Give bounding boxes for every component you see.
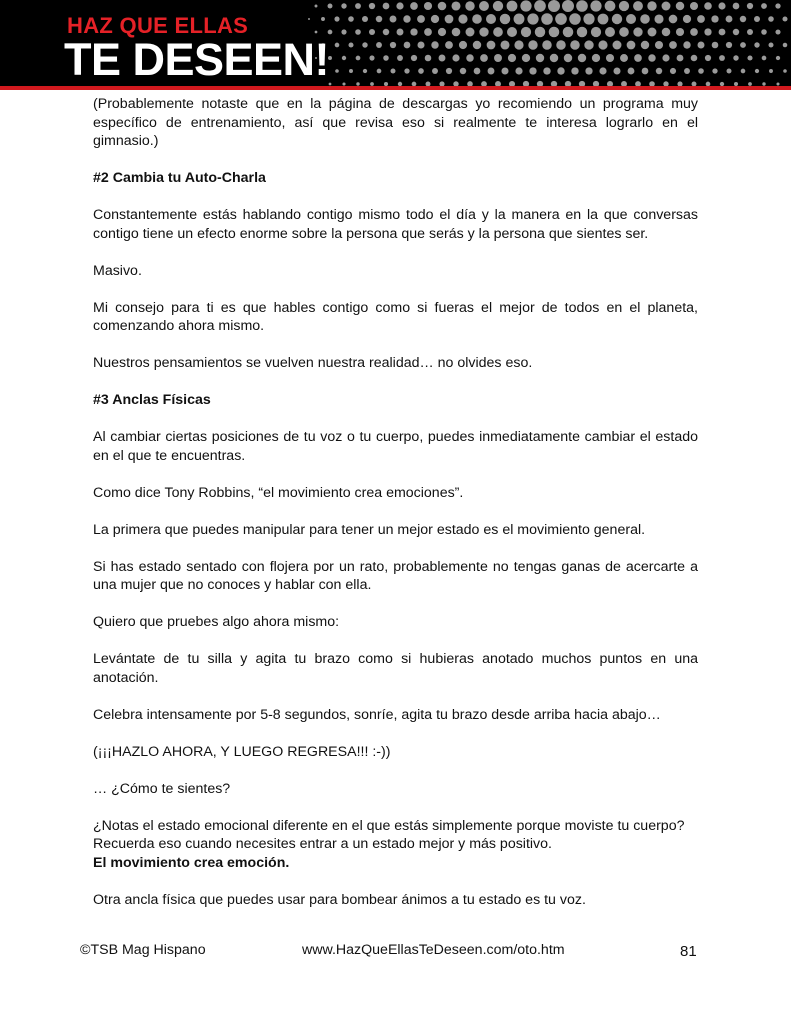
halftone-dot	[747, 55, 752, 60]
halftone-dot	[754, 16, 760, 22]
halftone-dot	[570, 40, 579, 49]
halftone-dot	[598, 40, 607, 49]
halftone-dot	[556, 40, 566, 50]
halftone-dot	[669, 15, 678, 24]
halftone-dot	[747, 3, 753, 9]
halftone-dot	[383, 29, 389, 35]
halftone-dot	[466, 54, 474, 62]
halftone-dot	[376, 16, 383, 23]
paragraph: Si has estado sentado con flojera por un rato, probablemente no tengas ganas de acercarte a una mujer que no conoces y hablar con ella.	[93, 558, 698, 593]
halftone-dot	[718, 2, 725, 9]
halftone-dot	[390, 16, 397, 23]
halftone-dot	[308, 18, 310, 20]
halftone-dot	[612, 14, 622, 24]
halftone-dot	[641, 41, 649, 49]
halftone-dot	[719, 55, 725, 61]
halftone-dot	[564, 54, 572, 62]
halftone-dot	[486, 14, 496, 24]
paragraph: (¡¡¡HAZLO AHORA, Y LUEGO REGRESA!!! :-))	[93, 743, 391, 760]
halftone-dot	[376, 42, 382, 48]
halftone-dot	[755, 69, 759, 73]
halftone-dot	[619, 1, 629, 11]
halftone-dot	[633, 1, 643, 11]
halftone-dot	[740, 42, 746, 48]
paragraph: La primera que puedes manipular para tener un mejor estado es el movimiento general.	[93, 521, 646, 538]
paragraph: Constantemente estás hablando contigo mismo todo el día y la manera en la que conversas contigo tiene un efecto enorme sobre la persona que serás y la persona que sientes ser.	[93, 207, 698, 242]
halftone-dot	[534, 0, 546, 12]
halftone-dot	[341, 3, 346, 8]
text-line: ¿Notas el estado emocional diferente en el que estás simplemente porque moviste tu cuerpo?	[93, 817, 685, 834]
halftone-dot	[431, 15, 439, 23]
halftone-dot	[555, 13, 567, 25]
halftone-dot	[578, 54, 586, 62]
halftone-dot	[563, 27, 574, 38]
halftone-dot	[684, 68, 690, 74]
halftone-dot	[410, 28, 417, 35]
paragraph: Levántate de tu silla y agita tu brazo como si hubieras anotado muchos puntos en una anotación.	[93, 651, 698, 686]
halftone-dot	[494, 54, 502, 62]
halftone-dot	[619, 27, 629, 37]
halftone-dot	[557, 67, 564, 74]
halftone-dot	[697, 15, 705, 23]
halftone-dot	[397, 55, 403, 61]
halftone-dot	[417, 15, 425, 23]
halftone-dot	[691, 55, 698, 62]
halftone-dot	[431, 41, 438, 48]
paragraph: … ¿Cómo te sientes?	[93, 780, 231, 797]
halftone-dot	[633, 27, 642, 36]
halftone-dot	[613, 67, 620, 74]
halftone-dot	[542, 40, 551, 49]
halftone-dot	[628, 68, 635, 75]
halftone-dot	[577, 27, 587, 37]
halftone-dot	[605, 27, 615, 37]
halftone-dot	[363, 69, 367, 73]
halftone-dot	[425, 55, 432, 62]
halftone-dot	[705, 55, 711, 61]
logo-title: TE DESEEN!	[64, 34, 330, 85]
halftone-dot	[355, 3, 361, 9]
halftone-dot	[383, 55, 389, 61]
halftone-dot	[571, 67, 578, 74]
halftone-dot	[747, 29, 753, 35]
halftone-dot	[488, 68, 495, 75]
halftone-dot	[769, 69, 773, 73]
halftone-dot	[355, 29, 361, 35]
logo-tagline: HAZ QUE ELLAS	[67, 13, 249, 38]
halftone-dot	[362, 16, 368, 22]
halftone-dot	[783, 43, 788, 48]
halftone-dot	[704, 28, 711, 35]
halftone-dot	[585, 67, 592, 74]
halftone-dot	[403, 15, 410, 22]
halftone-dot	[606, 54, 614, 62]
halftone-dot	[424, 28, 432, 36]
halftone-dot	[458, 14, 467, 23]
halftone-dot	[404, 42, 411, 49]
section-heading-2: #2 Cambia tu Auto-Charla	[93, 170, 266, 186]
halftone-dot	[396, 2, 403, 9]
halftone-dot	[655, 41, 663, 49]
halftone-dot	[676, 28, 684, 36]
halftone-dot	[647, 1, 656, 10]
halftone-dot	[369, 3, 375, 9]
halftone-dot	[711, 15, 718, 22]
halftone-dot	[676, 2, 685, 11]
halftone-dot	[527, 13, 538, 24]
halftone-dot	[605, 1, 616, 12]
halftone-dot	[445, 41, 453, 49]
halftone-dot	[335, 43, 340, 48]
footer-url: www.HazQueEllasTeDeseen.com/oto.htm	[302, 942, 565, 958]
emphasis-line: El movimiento crea emoción.	[93, 854, 290, 871]
halftone-dot	[548, 0, 560, 12]
halftone-dot	[562, 0, 574, 12]
halftone-dot	[451, 1, 460, 10]
halftone-dot	[465, 1, 474, 10]
page-footer	[0, 940, 791, 962]
paragraph-group	[93, 817, 698, 873]
halftone-dot	[768, 16, 774, 22]
halftone-dot	[349, 69, 353, 73]
halftone-dot	[418, 68, 424, 74]
halftone-dot	[726, 42, 732, 48]
halftone-dot	[362, 42, 367, 47]
halftone-dot	[480, 54, 488, 62]
halftone-dot	[487, 41, 496, 50]
halftone-dot	[543, 67, 550, 74]
halftone-dot	[782, 16, 787, 21]
halftone-dot	[493, 27, 503, 37]
halftone-dot	[500, 40, 509, 49]
halftone-dot	[690, 28, 698, 36]
halftone-dot	[626, 14, 636, 24]
halftone-dot	[640, 14, 650, 24]
halftone-dot	[377, 69, 382, 74]
halftone-dot	[514, 14, 525, 25]
halftone-dot	[536, 54, 544, 62]
copyright-text: ©TSB Mag Hispano	[80, 942, 206, 958]
halftone-dot	[613, 41, 622, 50]
halftone-dot	[627, 41, 636, 50]
halftone-dot	[479, 1, 489, 11]
halftone-dot	[424, 2, 432, 10]
halftone-dot	[508, 54, 516, 62]
halftone-dot	[410, 2, 418, 10]
halftone-dot	[445, 15, 454, 24]
halftone-dot	[521, 27, 531, 37]
halftone-dot	[662, 28, 671, 37]
halftone-dot	[740, 16, 746, 22]
halftone-dot	[690, 2, 698, 10]
halftone-dot	[583, 13, 594, 24]
halftone-dot	[369, 55, 374, 60]
halftone-dot	[656, 68, 662, 74]
halftone-dot	[507, 1, 518, 12]
halftone-dot	[783, 69, 787, 73]
halftone-dot	[474, 68, 481, 75]
halftone-dot	[726, 16, 733, 23]
paragraph: Mi consejo para ti es que hables contigo como si fueras el mejor de todos en el planeta, comenzando ahora mismo.	[93, 299, 698, 334]
halftone-dot	[383, 3, 390, 10]
halftone-dot	[315, 31, 318, 34]
halftone-dot	[541, 13, 553, 25]
halftone-dot	[712, 42, 719, 49]
paragraph: Quiero que pruebes algo ahora mismo:	[93, 614, 340, 630]
halftone-dot	[459, 41, 467, 49]
halftone-dot	[520, 0, 531, 11]
page-header	[0, 0, 791, 86]
halftone-dot	[500, 14, 510, 24]
paragraph: Como dice Tony Robbins, “el movimiento crea emociones”.	[93, 484, 464, 501]
halftone-dot	[438, 28, 446, 36]
halftone-dot	[529, 67, 536, 74]
halftone-dot	[501, 67, 508, 74]
halftone-dot	[591, 27, 601, 37]
halftone-dot	[733, 55, 738, 60]
halftone-dot	[348, 16, 354, 22]
halftone-dot	[775, 3, 780, 8]
halftone-dot	[592, 54, 600, 62]
halftone-dot	[648, 54, 655, 61]
halftone-dot	[335, 69, 339, 73]
halftone-dot	[417, 41, 424, 48]
halftone-dot	[493, 1, 503, 11]
halftone-dot	[670, 68, 676, 74]
halftone-dot	[369, 29, 375, 35]
halftone-dot	[727, 69, 732, 74]
halftone-dot	[528, 40, 537, 49]
halftone-dot	[315, 5, 318, 8]
section-heading-3: #3 Anclas Físicas	[93, 392, 211, 408]
halftone-dot	[761, 3, 767, 9]
halftone-dot	[479, 27, 488, 36]
halftone-dot	[654, 14, 663, 23]
halftone-dot	[507, 27, 517, 37]
halftone-dot	[522, 54, 530, 62]
halftone-dot	[704, 2, 712, 10]
halftone-dot	[348, 42, 353, 47]
halftone-dot	[598, 14, 609, 25]
halftone-dot	[662, 2, 671, 11]
paragraph: Masivo.	[93, 262, 142, 279]
halftone-dot	[719, 29, 726, 36]
halftone-dot	[733, 29, 739, 35]
halftone-dot	[775, 29, 780, 34]
halftone-dot	[549, 27, 560, 38]
halftone-dot	[515, 67, 522, 74]
halftone-dot	[439, 55, 446, 62]
halftone-dot	[733, 3, 740, 10]
halftone-dot	[473, 41, 481, 49]
halftone-dot	[328, 4, 333, 9]
paragraph: (Probablemente notaste que en la página de descargas yo recomiendo un programa muy específico de entrenamiento, así que revisa eso si realmente te interesa lograrlo en el gimnasio.)	[93, 96, 698, 149]
halftone-dot	[334, 16, 339, 21]
halftone-dot	[460, 68, 466, 74]
halftone-dot	[321, 17, 325, 21]
halftone-dot	[452, 54, 459, 61]
halftone-dot	[599, 67, 606, 74]
halftone-dot	[698, 42, 705, 49]
halftone-dot	[634, 54, 642, 62]
halftone-dot	[769, 43, 774, 48]
halftone-dot	[446, 68, 452, 74]
header-red-stripe	[0, 86, 791, 90]
halftone-dot	[356, 56, 361, 61]
text-line: Recuerda eso cuando necesites entrar a un estado mejor y más positivo.	[93, 836, 552, 852]
halftone-dot	[550, 54, 558, 62]
halftone-dot	[390, 42, 396, 48]
halftone-dot	[438, 2, 447, 11]
document-body	[93, 95, 698, 928]
halftone-dot	[776, 56, 780, 60]
halftone-dot	[683, 15, 691, 23]
halftone-dot	[642, 68, 649, 75]
halftone-dot	[411, 55, 417, 61]
page-number: 81	[680, 943, 697, 960]
halftone-dot	[569, 13, 581, 25]
halftone-dot	[662, 54, 669, 61]
halftone-dot	[472, 14, 482, 24]
paragraph: Otra ancla física que puedes usar para bombear ánimos a tu estado es tu voz.	[93, 891, 586, 908]
halftone-dot	[452, 28, 461, 37]
halftone-dot	[466, 28, 475, 37]
halftone-dot	[535, 27, 545, 37]
halftone-dot	[741, 69, 746, 74]
halftone-dot	[390, 68, 395, 73]
halftone-dot	[590, 0, 601, 11]
halftone-dot	[342, 56, 346, 60]
halftone-dot	[584, 40, 593, 49]
halftone-dot	[648, 28, 657, 37]
paragraph: Al cambiar ciertas posiciones de tu voz o tu cuerpo, puedes inmediatamente cambiar el estado en el que te encuentras.	[93, 429, 698, 464]
halftone-dot	[514, 40, 523, 49]
halftone-dot	[683, 41, 690, 48]
halftone-dot	[698, 68, 704, 74]
halftone-dot	[397, 29, 404, 36]
halftone-dot	[754, 42, 759, 47]
halftone-dot	[404, 68, 409, 73]
halftone-dot	[432, 68, 438, 74]
halftone-dot	[669, 41, 677, 49]
halftone-dot	[341, 29, 346, 34]
halftone-dot	[677, 55, 684, 62]
halftone-dot	[762, 56, 767, 61]
paragraph: Celebra intensamente por 5-8 segundos, sonríe, agita tu brazo desde arriba hacia abajo…	[93, 706, 661, 723]
halftone-dot	[620, 54, 628, 62]
halftone-dot	[712, 68, 717, 73]
halftone-dot	[576, 0, 588, 12]
paragraph: Nuestros pensamientos se vuelven nuestra realidad… no olvides eso.	[93, 355, 533, 371]
halftone-dot	[761, 29, 767, 35]
